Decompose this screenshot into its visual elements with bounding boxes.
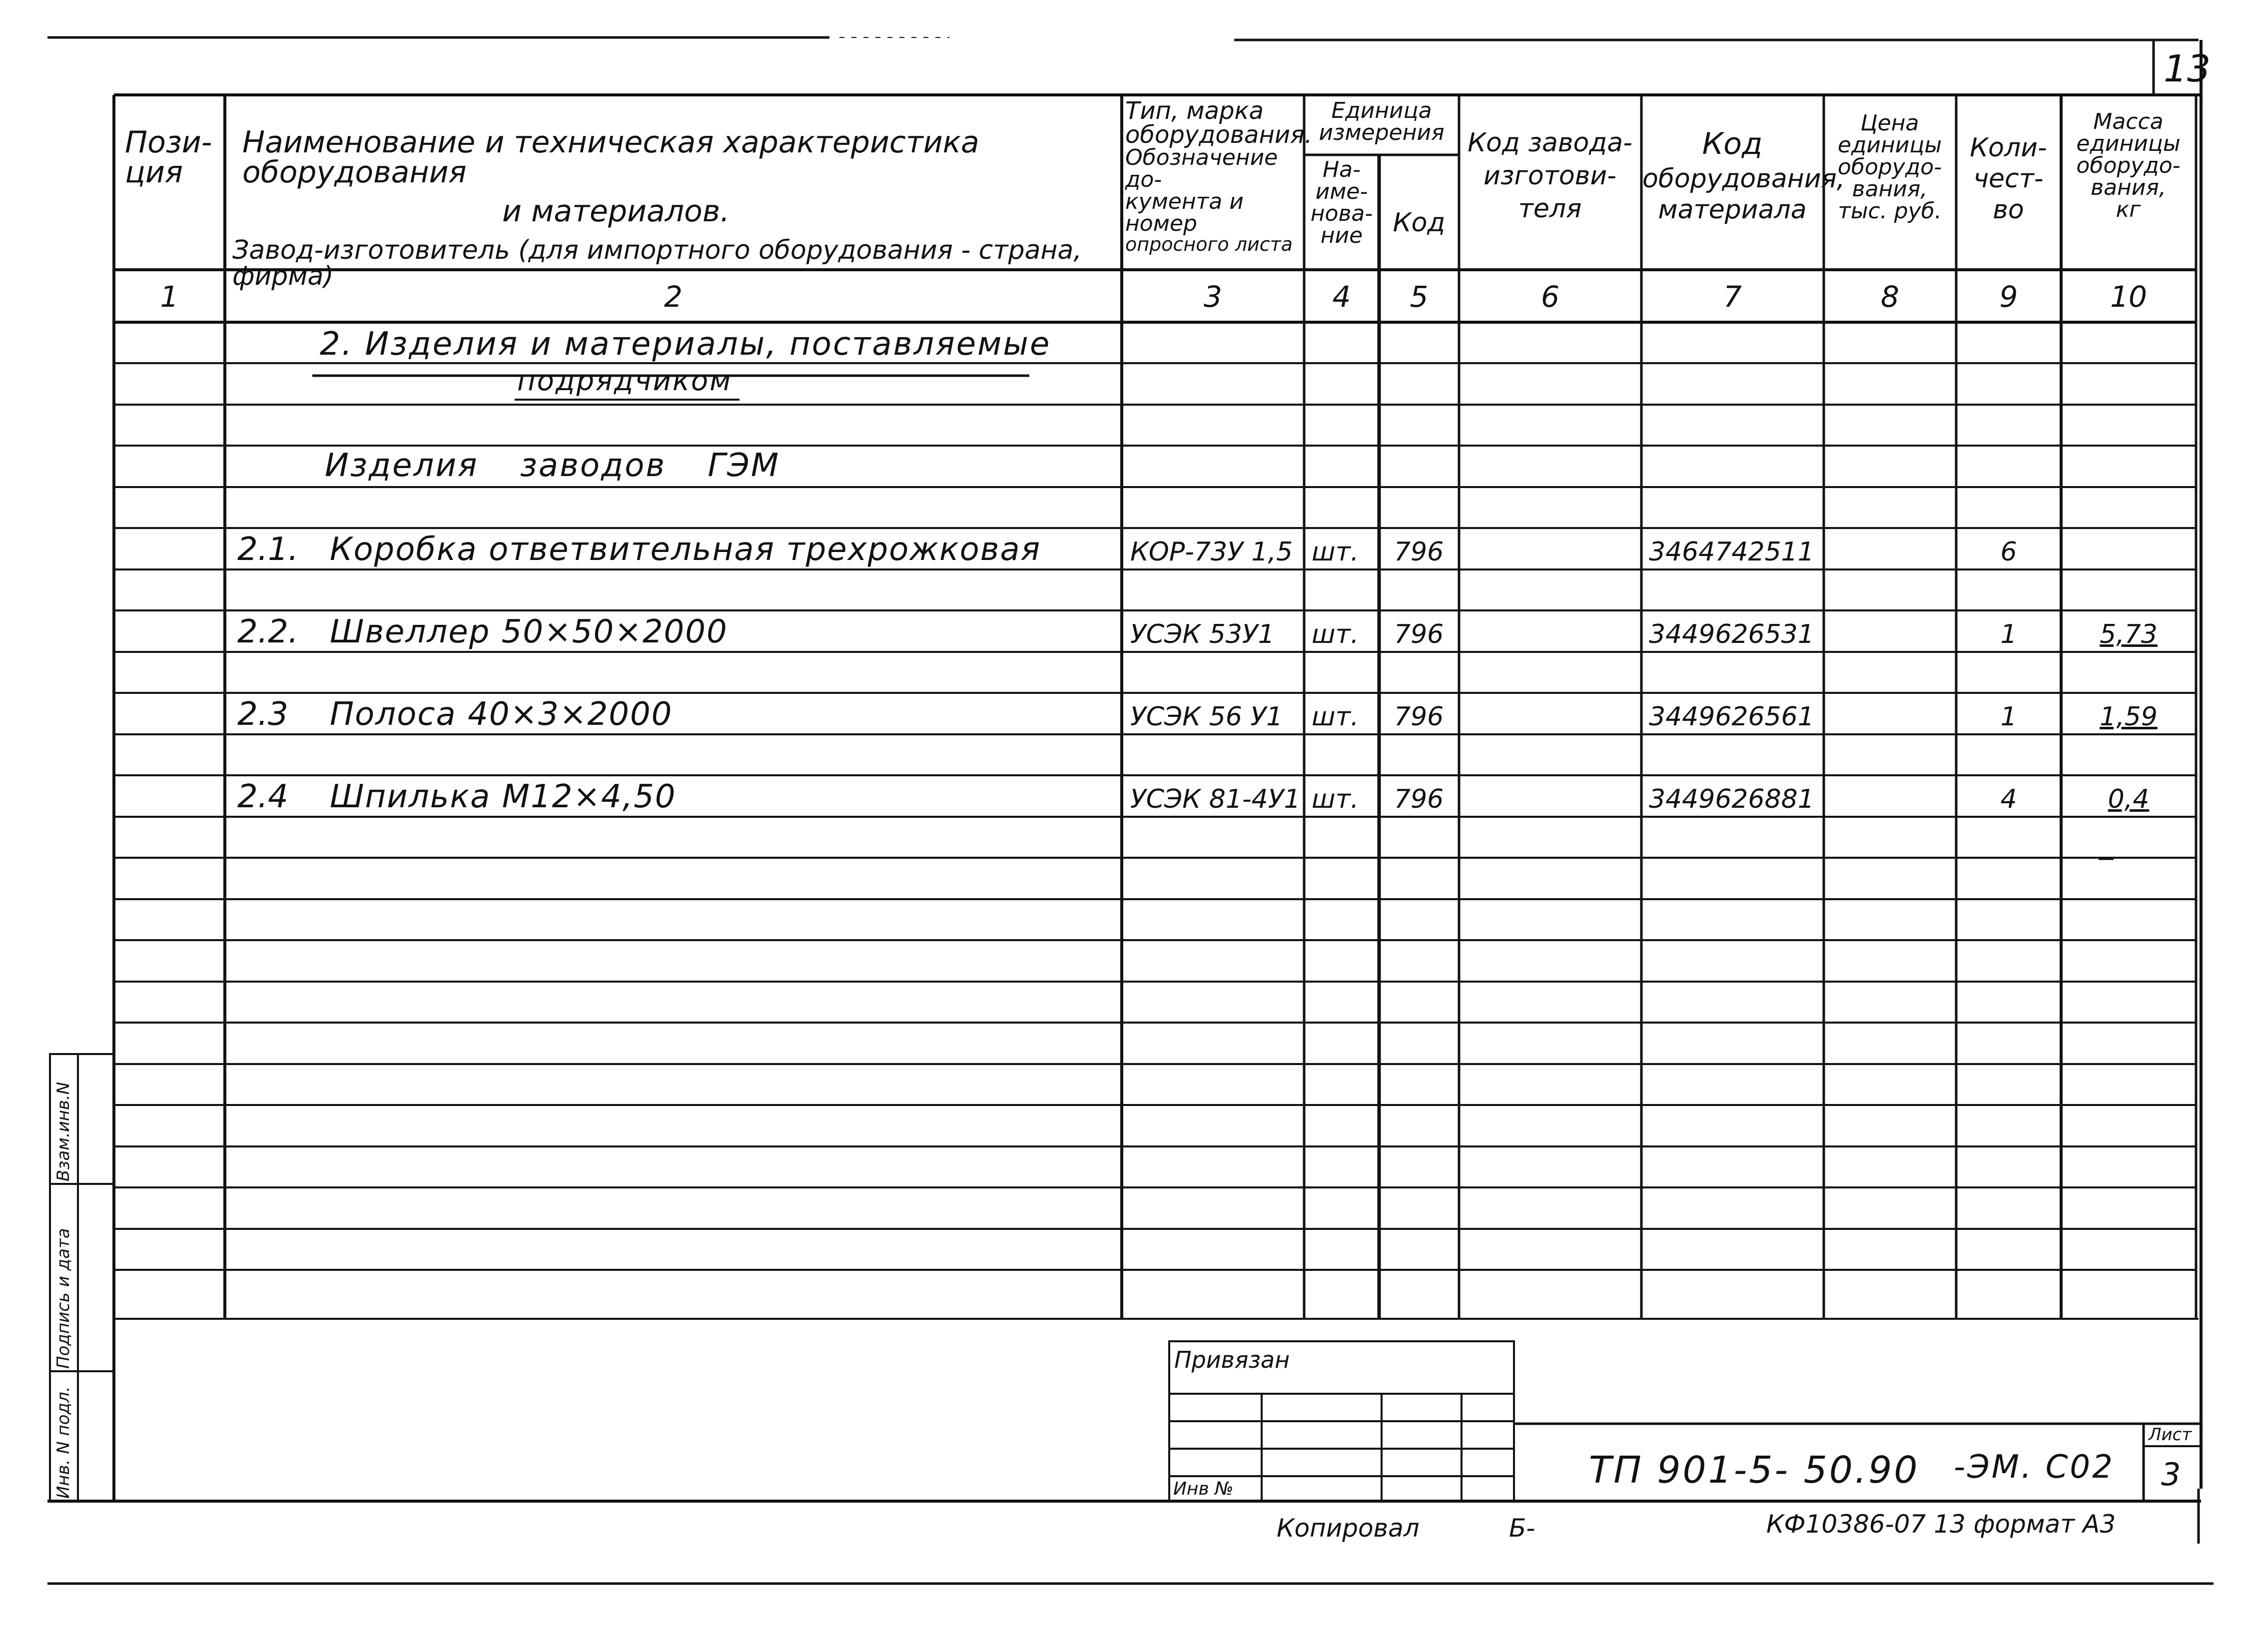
cell-unit-code: 796 [1394, 784, 1444, 814]
header-col-5: Код [1393, 208, 1446, 238]
cell-unit-code: 796 [1394, 619, 1444, 649]
cell-mass: 5,73 [2100, 619, 2158, 649]
stamp-inv-label: Инв № [1173, 1479, 1234, 1499]
side-stamp-inv-original: Инв. N подл. [53, 1386, 73, 1499]
format-text: КФ10386-07 13 формат А3 [1766, 1510, 2116, 1539]
cell-type: КОР-73У 1,5 [1130, 537, 1293, 567]
cell-mass: 0,4 [2108, 784, 2150, 814]
document-code: ТП 901-5- 50.90 [1589, 1449, 1920, 1492]
cell-type: УСЭК 53У1 [1130, 619, 1275, 649]
cell-qty: 1 [2000, 619, 2017, 649]
cell-unit: шт. [1312, 702, 1359, 732]
colnum-10: 10 [2110, 280, 2147, 314]
cell-qty: 1 [2000, 702, 2017, 732]
colnum-7: 7 [1723, 280, 1742, 314]
cell-type: УСЭК 56 У1 [1130, 702, 1283, 732]
cell-name: Швеллер 50×50×2000 [330, 613, 728, 650]
colnum-4: 4 [1332, 280, 1351, 314]
colnum-9: 9 [1999, 280, 2018, 314]
header-col-4: На- име- нова- ние [1310, 157, 1373, 248]
cell-pos: 2.1. [237, 531, 299, 568]
subsection-title: Изделия заводов ГЭМ [325, 447, 780, 484]
cell-qty: 4 [2000, 784, 2017, 814]
copied-label: Копировал [1277, 1514, 1420, 1543]
cell-name: Коробка ответвительная трехрожковая [330, 531, 1041, 568]
page-number: 13 [2164, 47, 2211, 90]
header-col-8: Цена единицы оборудо- вания, тыс. руб. [1837, 110, 1942, 224]
header-col-2: Наименование и техническая характеристика оборудования и материалов. Завод-изготовитель (для импортного оборудования - страна, фирма) [232, 125, 1082, 291]
header-unit-group: Единица измерения [1319, 98, 1445, 145]
cell-material-code: 3449626881 [1649, 784, 1814, 814]
sheet-number: 3 [2161, 1456, 2181, 1493]
section-title-line2: подрядчиком [517, 365, 733, 397]
colnum-8: 8 [1881, 280, 1899, 314]
header-col-7: Код оборудования, материала [1642, 126, 1845, 225]
cell-material-code: 3449626531 [1649, 619, 1814, 649]
header-col-1: Пози- ция [125, 125, 212, 190]
colnum-5: 5 [1410, 280, 1429, 314]
colnum-3: 3 [1204, 280, 1222, 314]
colnum-6: 6 [1541, 280, 1559, 314]
cell-mass: 1,59 [2100, 702, 2158, 732]
cell-name: Полоса 40×3×2000 [330, 696, 673, 733]
cell-unit-code: 796 [1394, 537, 1444, 567]
section-title: 2. Изделия и материалы, поставляемые [320, 326, 1051, 363]
cell-type: УСЭК 81-4У1 [1130, 784, 1301, 814]
cell-material-code: 3449626561 [1649, 702, 1814, 732]
cell-unit-code: 796 [1394, 702, 1444, 732]
cell-pos: 2.4 [237, 778, 288, 815]
header-col-10: Масса единицы оборудо- вания, кг [2076, 109, 2181, 222]
header-col-6: Код завода- изготови- теля [1468, 128, 1632, 224]
colnum-2: 2 [664, 280, 683, 314]
document-code-suffix: -ЭМ. С02 [1954, 1449, 2115, 1486]
cell-unit: шт. [1312, 784, 1359, 814]
colnum-1: 1 [160, 280, 179, 314]
cell-unit: шт. [1312, 537, 1359, 567]
cell-pos: 2.2. [237, 613, 299, 650]
cell-unit: шт. [1312, 619, 1359, 649]
header-col-9: Коли- чест- во [1970, 133, 2047, 225]
cell-qty: 6 [2000, 537, 2017, 567]
cell-material-code: 3464742511 [1649, 537, 1814, 567]
cell-name: Шпилька М12×4,50 [330, 778, 677, 815]
header-col-3: Тип, марка оборудования. Обозначение до- кумента и номер опросного листа [1125, 97, 1313, 255]
sheet-label: Лист [2149, 1425, 2192, 1445]
cell-pos: 2.3 [237, 696, 288, 733]
side-stamp-replace-inv: Взам.инв.N [53, 1082, 73, 1181]
copied-mark: Б- [1509, 1514, 1535, 1543]
stamp-attached-label: Привязан [1174, 1346, 1290, 1373]
side-stamp-signature-date: Подпись и дата [53, 1228, 73, 1369]
